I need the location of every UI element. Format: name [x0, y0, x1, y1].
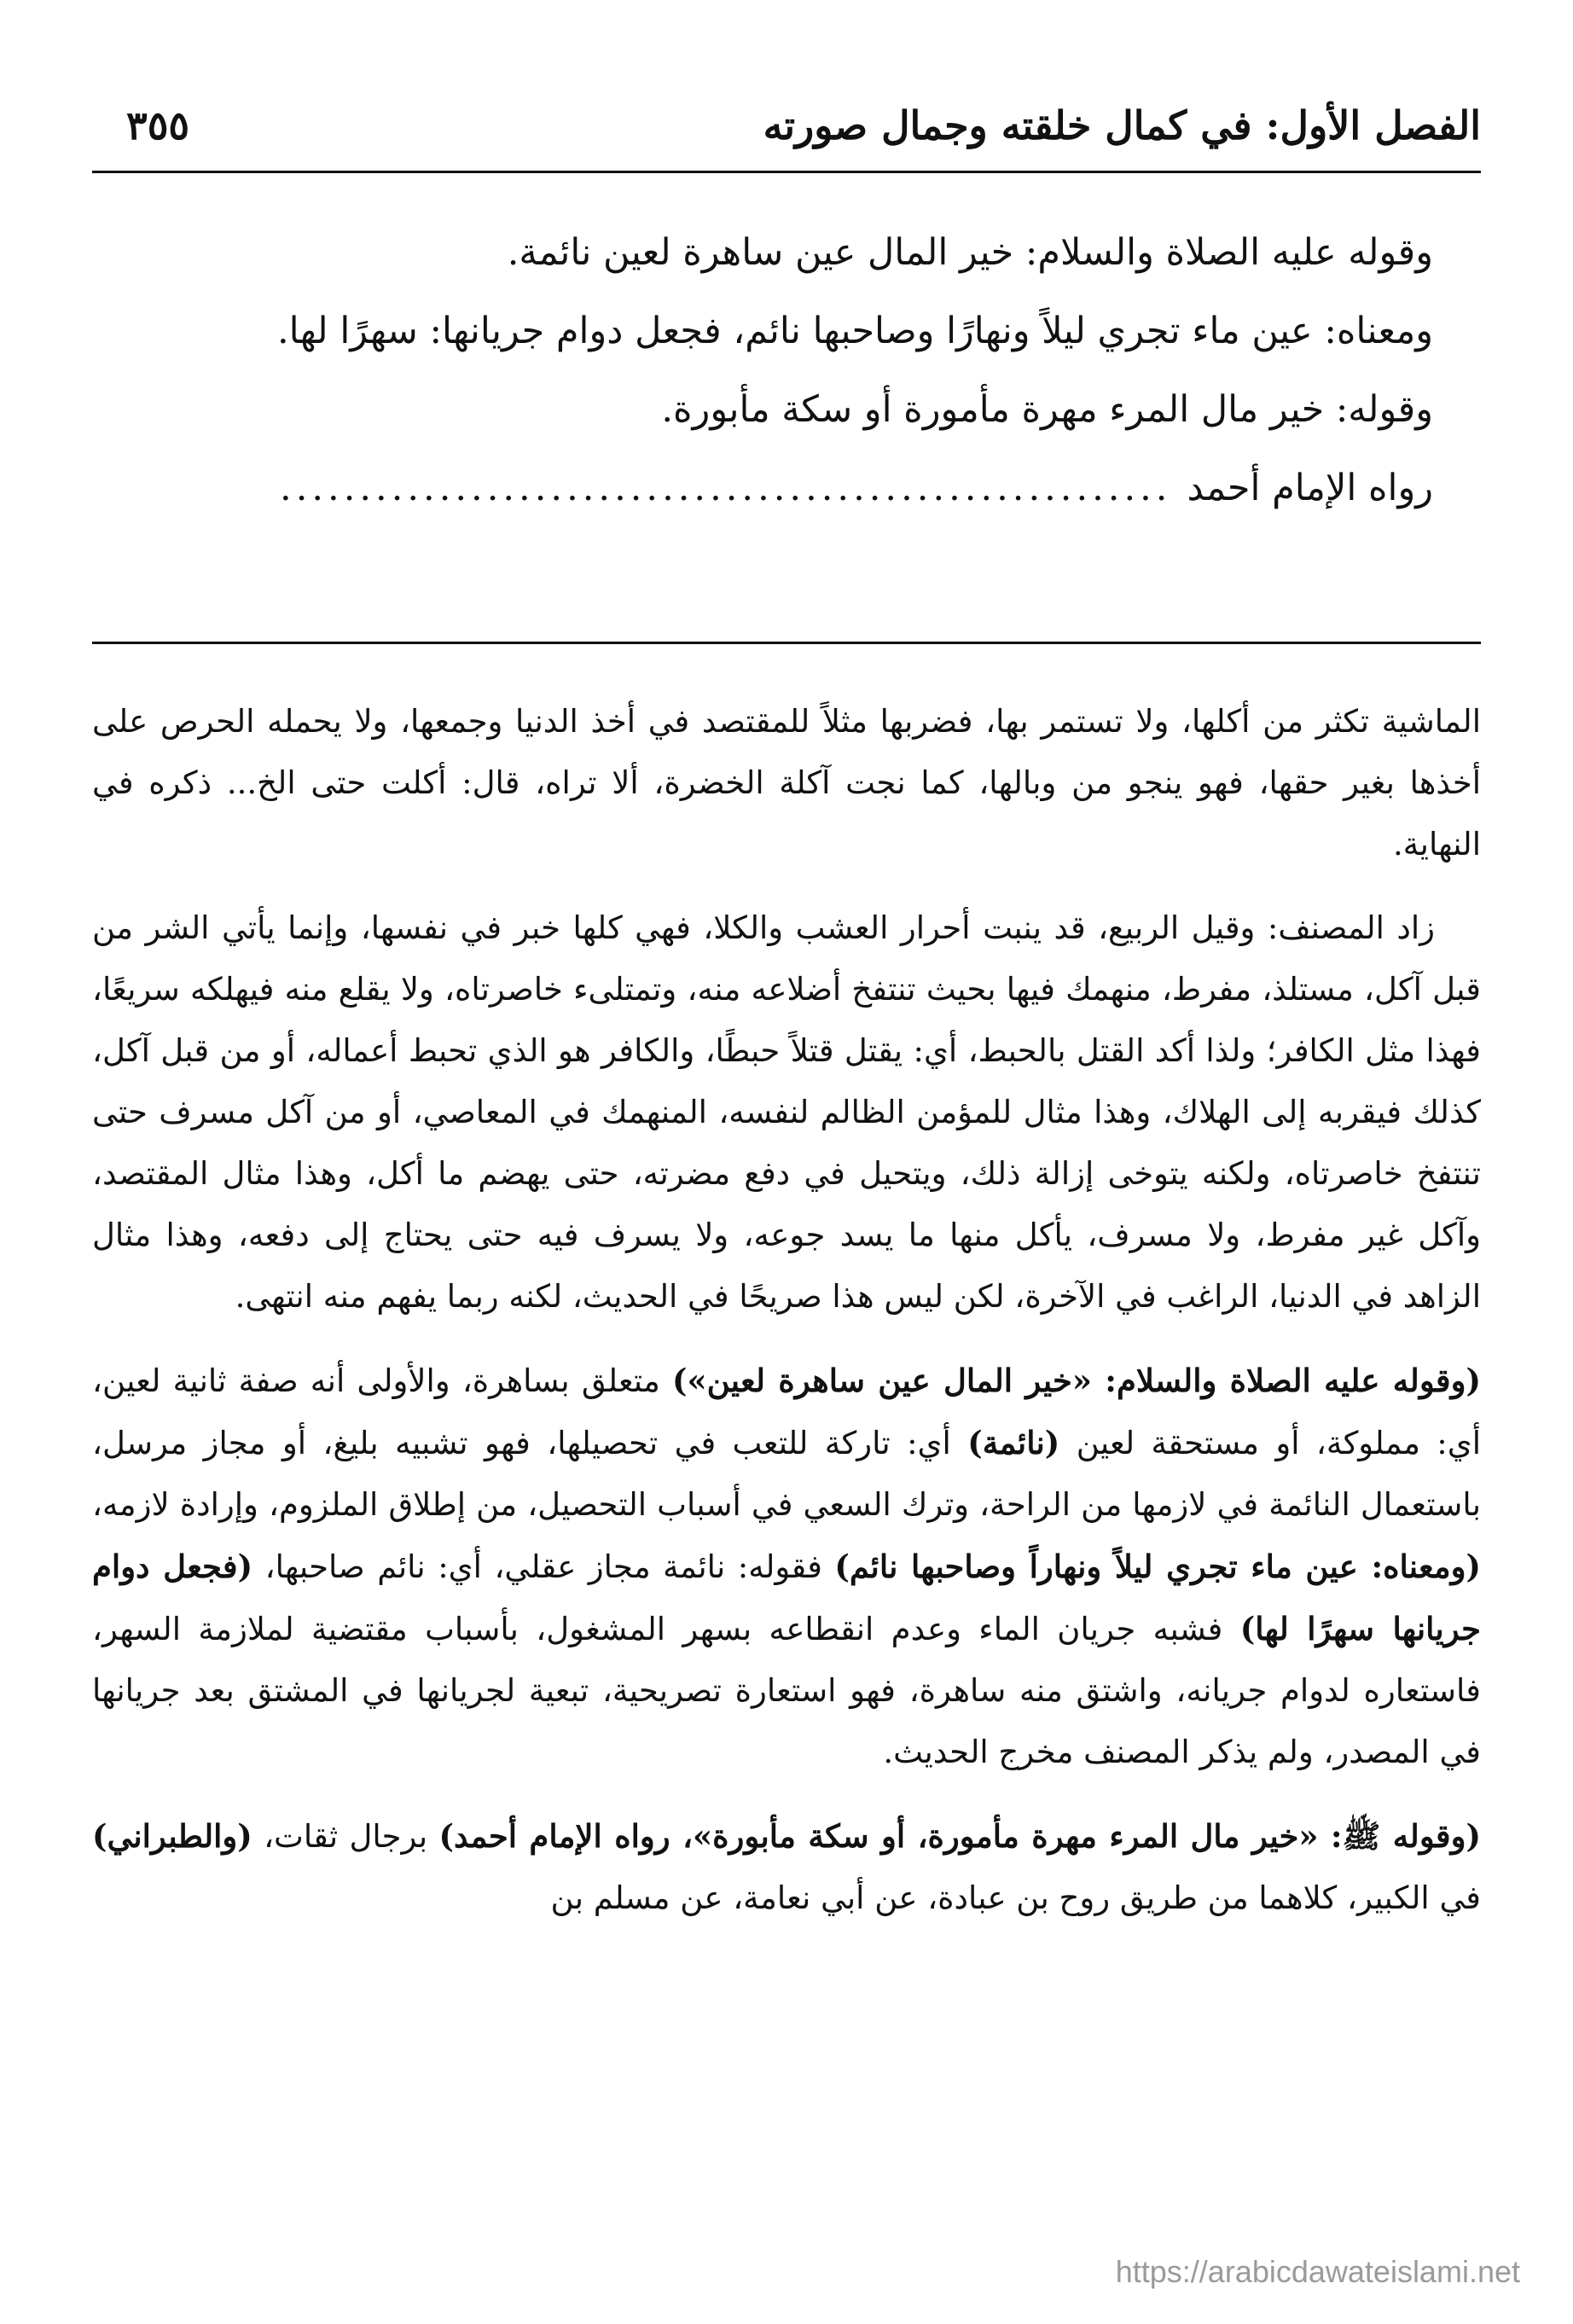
header-rule: [92, 171, 1481, 173]
narration-line: [94, 449, 1477, 527]
source-watermark: https://arabicdawateislami.net: [1115, 2254, 1520, 2289]
chapter-title: الفصل الأول: في كمال خلقته وجمال صورته: [763, 102, 1481, 148]
bold-quote: (فجعل دوام جريانها سهرًا لها): [92, 1548, 1481, 1647]
matn-line: ومعناه: عين ماء تجري ليلاً ونهارًا وصاحبها نائم، فجعل دوام جريانها: سهرًا لها.: [276, 310, 1433, 352]
commentary-section: [92, 691, 1481, 1951]
commentary-text: فقوله: نائمة مجاز عقلي، أي: نائم صاحبها،: [252, 1548, 835, 1585]
commentary-text: في الكبير، كلاهما من طريق روح بن عبادة، عن أبي نعامة، عن مسلم بن: [550, 1880, 1481, 1916]
page-number: ٣٥٥: [126, 102, 190, 148]
commentary-paragraph: [92, 1350, 1481, 1783]
commentary-paragraph: [92, 1805, 1481, 1929]
narration-text: رواه الإمام أحمد: [1187, 467, 1433, 509]
commentary-text: برجال ثقات،: [252, 1818, 439, 1855]
dotted-leader: ........................................................: [280, 467, 1172, 509]
matn-line: وقوله: خير مال المرء مهرة مأمورة أو سكة مأبورة.: [661, 388, 1433, 431]
bold-quote: (وقوله عليه الصلاة والسلام: «خير المال عين ساهرة لعين»): [671, 1362, 1481, 1399]
bold-quote: (نائمة): [967, 1424, 1060, 1461]
bold-quote: (وقوله ﷺ: «خير مال المرء مهرة مأمورة، أو سكة مأبورة»، رواه الإمام أحمد): [438, 1817, 1481, 1855]
matn-separator-rule: [92, 642, 1481, 644]
running-header: [92, 96, 1481, 164]
commentary-paragraph: زاد المصنف: وقيل الربيع، قد ينبت أحرار العشب والكلا، فهي كلها خبر في نفسها، وإنما يأتي الشر من قبل آكل، مستلذ، مفرط، منهمك فيها بحيث تنتفخ أضلاعه منه، وتمتلىء خاصرتاه، ولا يقلع منه فيهلكه سريعًا، فهذا مثل الكافر؛ ولذا أكد القتل بالحبط، أي: يقتل قتلاً حبطًا، والكافر هو الذي تحبط أعماله، أو من قبل آكل، كذلك فيقربه إلى الهلاك، وهذا مثال للمؤمن الظالم لنفسه، المنهمك في المعاصي، أو من آكل مسرف حتى تنتفخ خاصرتاه، ولكنه يتوخى إزالة ذلك، ويتحيل في دفع مضرته، حتى يهضم ما أكل، وهذا مثال المقتصد، وآكل غير مفرط، ولا مسرف، يأكل منها ما يسد جوعه، ولا يسرف فيه حتى يحتاج إلى دفعه، وهذا مثال الزاهد في الدنيا، الراغب في الآخرة، لكن ليس هذا صريحًا في الحديث، لكنه ربما يفهم منه انتهى.: [92, 909, 1481, 1315]
matn-section: [94, 213, 1477, 527]
commentary-text: متعلق بساهرة، والأولى أنه صفة ثانية لعين، أي: مملوكة، أو مستحقة لعين: [92, 1362, 1481, 1461]
matn-line: وقوله عليه الصلاة والسلام: خير المال عين ساهرة لعين نائمة.: [507, 231, 1433, 274]
commentary-text: أي: تاركة للتعب في تحصيلها، فهو تشبيه بليغ، أو مجاز مرسل، باستعمال النائمة في لازمها من الراحة، وترك السعي في أسباب التحصيل، من إطلاق الملزوم، وإرادة لازمه،: [92, 1425, 1481, 1523]
commentary-text: فشبه جريان الماء وعدم انقطاعه بسهر المشغول، بأسباب مقتضية لملازمة السهر، فاستعاره لدوام جريانه، واشتق منه ساهرة، فهو استعارة تصريحية، تبعية لجريانها في المشتق بعد جريانها في المصدر، ولم يذكر المصنف مخرج الحديث.: [92, 1611, 1481, 1770]
bold-quote: (ومعناه: عين ماء تجري ليلاً ونهاراً وصاحبها نائم): [834, 1548, 1481, 1585]
bold-quote: (والطبراني): [92, 1817, 252, 1855]
commentary-paragraph: الماشية تكثر من أكلها، ولا تستمر بها، فضربها مثلاً للمقتصد في أخذ الدنيا وجمعها، ولا يحمله الحرص على أخذها بغير حقها، فهو ينجو من وبالها، كما نجت آكلة الخضرة، ألا تراه، قال: أكلت حتى الخ... ذكره في النهاية.: [92, 703, 1482, 863]
